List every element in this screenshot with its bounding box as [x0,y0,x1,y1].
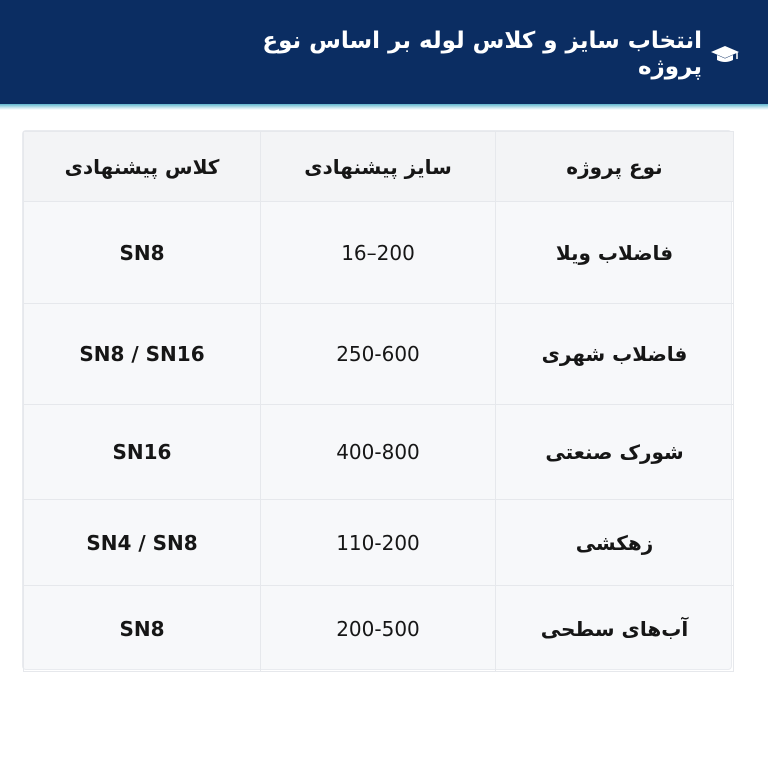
size-cell: 400-800 [261,405,496,500]
class-cell: SN8 [24,586,261,672]
size-cell: 110-200 [261,500,496,586]
size-cell: 200-500 [261,586,496,672]
class-cell: SN8 / SN16 [24,304,261,405]
project-type-cell: زهکشی [496,500,734,586]
recommendation-table [23,131,734,672]
table-row [24,304,734,405]
table-row [24,405,734,500]
project-type-cell: فاضلاب ویلا [496,202,734,304]
table-header-row [24,132,734,202]
project-type-cell: شورک صنعتی [496,405,734,500]
table-row [24,586,734,672]
class-cell: SN4 / SN8 [24,500,261,586]
page-title-text: انتخاب سایز و کلاس لوله بر اساس نوع پروژه [262,28,702,80]
table-row [24,500,734,586]
project-type-cell: فاضلاب شهری [496,304,734,405]
page-title [220,28,740,80]
graduation-cap-icon [710,43,740,65]
recommendation-table-card [22,130,732,670]
column-header-suggested-size: سایز پیشنهادی [261,132,496,202]
table-row [24,202,734,304]
class-cell: SN8 [24,202,261,304]
class-cell: SN16 [24,405,261,500]
column-header-project-type: نوع پروژه [496,132,734,202]
project-type-cell: آب‌های سطحی [496,586,734,672]
size-cell: 250-600 [261,304,496,405]
header-accent-line [0,104,768,110]
size-cell: 16–200 [261,202,496,304]
column-header-suggested-class: کلاس پیشنهادی [24,132,261,202]
